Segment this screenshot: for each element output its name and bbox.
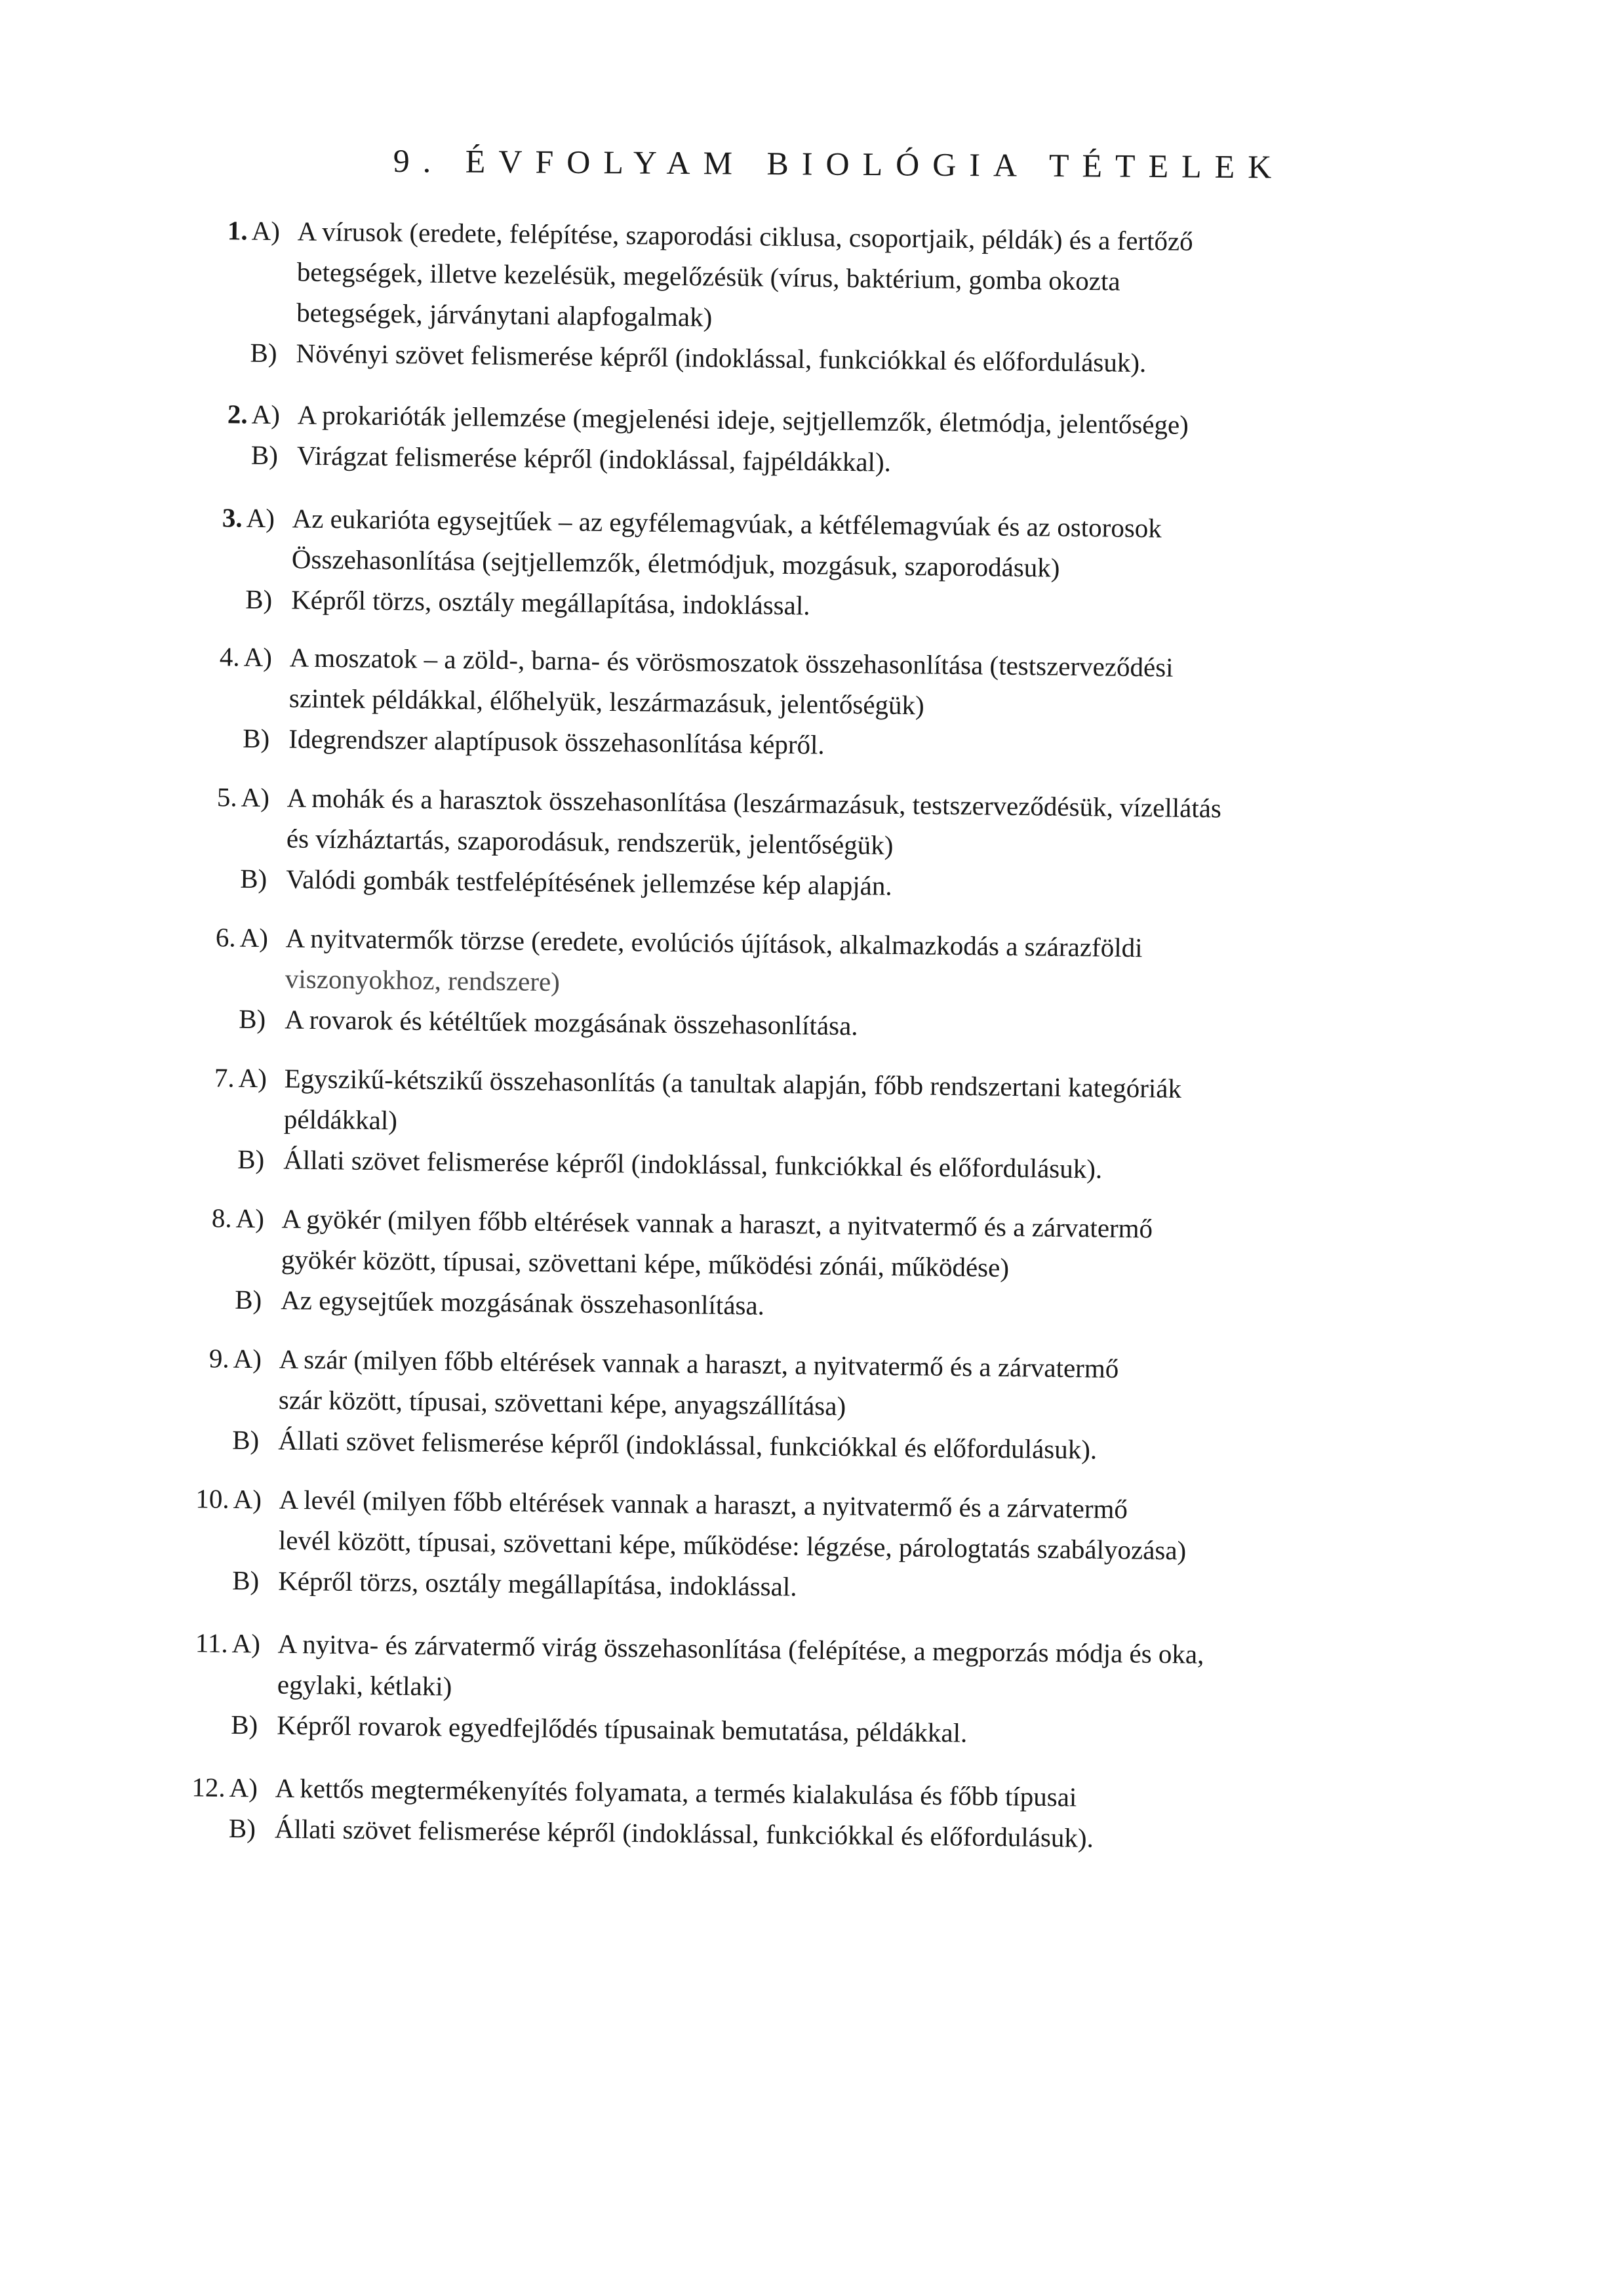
- exam-item-9: [197, 1338, 1444, 1474]
- item-b-text: Az egysejtűek mozgásának összehasonlítása.: [280, 1285, 765, 1321]
- exam-item-3: [210, 497, 1457, 633]
- part-b-letter: B): [231, 1565, 260, 1596]
- exam-item-7: [202, 1057, 1449, 1193]
- part-a-letter: A): [235, 1203, 265, 1234]
- item-a-text: A szár (milyen főbb eltérések vannak a haraszt, a nyitvatermő és a zárvatermő: [279, 1344, 1119, 1384]
- item-a-continuation: és vízháztartás, szaporodásuk, rendszerük, jelentőségük): [286, 823, 894, 860]
- item-a-text: A moszatok – a zöld-, barna- és vörösmoszatok összehasonlítása (testszerveződési: [289, 642, 1174, 683]
- part-a-letter: A): [229, 1772, 258, 1803]
- part-b-letter: B): [245, 584, 273, 615]
- item-a-text: A kettős megtermékenyítés folyamata, a termés kialakulása és főbb típusai: [275, 1772, 1077, 1812]
- part-a-letter: A): [251, 399, 281, 430]
- item-b-text: Állati szövet felismerése képről (indoklással, funkciókkal és előfordulásuk).: [277, 1425, 1098, 1465]
- part-b-letter: B): [242, 723, 270, 754]
- item-b-text: A rovarok és kétéltűek mozgásának összehasonlítása.: [284, 1004, 858, 1041]
- exam-item-1: [214, 210, 1462, 387]
- item-a-continuation: példákkal): [283, 1104, 398, 1136]
- item-number: 4.: [219, 641, 240, 672]
- item-number: 2.: [227, 399, 248, 429]
- item-b-text: Növényi szövet felismerése képről (indoklással, funkciókkal és előfordulásuk).: [296, 338, 1147, 378]
- exam-item-8: [199, 1197, 1446, 1334]
- item-number: 9.: [208, 1343, 229, 1374]
- item-a-continuation: levél között, típusai, szövettani képe, működése: légzése, párologtatás szabályozása): [278, 1525, 1187, 1566]
- item-b-text: Valódi gombák testfelépítésének jellemzése kép alapján.: [285, 864, 892, 901]
- item-a-text: Az eukarióta egysejtűek – az egyfélemagvúak, a kétfélemagvúak és az ostorosok: [292, 503, 1162, 544]
- item-a-text: A nyitva- és zárvatermő virág összehasonlítása (felépítése, a megporzás módja és oka,: [277, 1628, 1204, 1669]
- item-a-continuation: gyökér között, típusai, szövettani képe, működési zónái, működése): [281, 1244, 1010, 1283]
- item-a-text: A nyitvatermők törzse (eredete, evolúciós újítások, alkalmazkodás a szárazföldi: [285, 923, 1143, 963]
- part-a-letter: A): [238, 1062, 267, 1094]
- item-number: 12.: [191, 1772, 226, 1803]
- part-b-letter: B): [250, 439, 279, 471]
- item-b-text: Állati szövet felismerése képről (indoklással, funkciókkal és előfordulásuk).: [283, 1144, 1103, 1184]
- part-a-letter: A): [233, 1343, 262, 1374]
- item-b-text: Állati szövet felismerése képről (indoklással, funkciókkal és előfordulásuk).: [274, 1813, 1094, 1853]
- item-b-text: Képről törzs, osztály megállapítása, indoklással.: [290, 584, 810, 621]
- item-number: 3.: [222, 502, 243, 533]
- item-b-text: Idegrendszer alaptípusok összehasonlítása képről.: [288, 723, 825, 760]
- exam-item-12: [178, 1766, 1424, 1862]
- part-b-letter: B): [230, 1709, 258, 1740]
- part-a-letter: A): [251, 215, 281, 247]
- item-a-text: A vírusok (eredete, felépítése, szaporodási ciklusa, csoportjaik, példák) és a fertőző: [297, 216, 1193, 256]
- exam-item-6: [203, 917, 1450, 1053]
- item-number: 11.: [195, 1627, 228, 1658]
- exam-item-2: [216, 393, 1462, 489]
- item-number: 8.: [211, 1203, 232, 1233]
- part-b-letter: B): [250, 337, 277, 369]
- item-b-text: Képről törzs, osztály megállapítása, indoklással.: [277, 1565, 797, 1602]
- item-a-continuation: viszonyokhoz, rendszere): [285, 963, 561, 997]
- part-a-letter: A): [231, 1627, 261, 1659]
- item-a-continuation: Összehasonlítása (sejtjellemzők, életmódjuk, mozgásuk, szaporodásuk): [291, 544, 1060, 583]
- item-a-text: A levél (milyen főbb eltérések vannak a haraszt, a nyitvatermő és a zárvatermő: [279, 1484, 1128, 1525]
- item-a-text: A prokarióták jellemzése (megjelenési ideje, sejtjellemzők, életmódja, jelentősége): [297, 399, 1189, 440]
- part-b-letter: B): [234, 1284, 262, 1315]
- part-b-letter: B): [231, 1424, 260, 1456]
- item-a-text: Egyszikű-kétszikű összehasonlítás (a tanultak alapján, főbb rendszertani kategóriák: [284, 1063, 1182, 1104]
- item-number: 6.: [215, 922, 236, 953]
- item-b-text: Virágzat felismerése képről (indoklással, fajpéldákkal).: [296, 440, 892, 477]
- part-b-letter: B): [239, 863, 267, 894]
- item-a-text: A gyökér (milyen főbb eltérések vannak a haraszt, a nyitvatermő és a zárvatermő: [281, 1203, 1153, 1244]
- exam-item-11: [180, 1622, 1427, 1759]
- item-a-continuation: szár között, típusai, szövettani képe, anyagszállítása): [278, 1384, 846, 1422]
- item-a-continuation: szintek példákkal, élőhelyük, leszármazásuk, jelentőségük): [288, 683, 924, 721]
- part-a-letter: A): [233, 1483, 262, 1515]
- exam-item-4: [207, 636, 1454, 772]
- item-number: 5.: [216, 782, 237, 812]
- exam-item-5: [205, 776, 1452, 913]
- item-number: 10.: [195, 1483, 229, 1514]
- part-b-letter: B): [228, 1812, 256, 1844]
- part-a-letter: A): [243, 641, 273, 673]
- item-number: 7.: [214, 1062, 235, 1093]
- item-a-text: A mohák és a harasztok összehasonlítása (leszármazásuk, testszerveződésük, vízellátás: [287, 782, 1222, 824]
- item-a-continuation: betegségek, illetve kezelésük, megelőzésük (vírus, baktérium, gomba okozta: [296, 256, 1120, 296]
- part-a-letter: A): [239, 922, 269, 953]
- part-b-letter: B): [238, 1003, 266, 1035]
- exam-item-10: [181, 1478, 1428, 1614]
- item-number: 1.: [227, 215, 248, 246]
- item-a-continuation: betegségek, járványtani alapfogalmak): [296, 297, 713, 332]
- item-a-continuation: egylaki, kétlaki): [277, 1669, 452, 1702]
- page-title: 9. ÉVFOLYAM BIOLÓGIA TÉTELEK: [393, 142, 1285, 186]
- part-b-letter: B): [237, 1144, 265, 1175]
- part-a-letter: A): [241, 782, 270, 813]
- item-b-text: Képről rovarok egyedfejlődés típusainak bemutatása, példákkal.: [276, 1709, 968, 1748]
- part-a-letter: A): [246, 502, 275, 534]
